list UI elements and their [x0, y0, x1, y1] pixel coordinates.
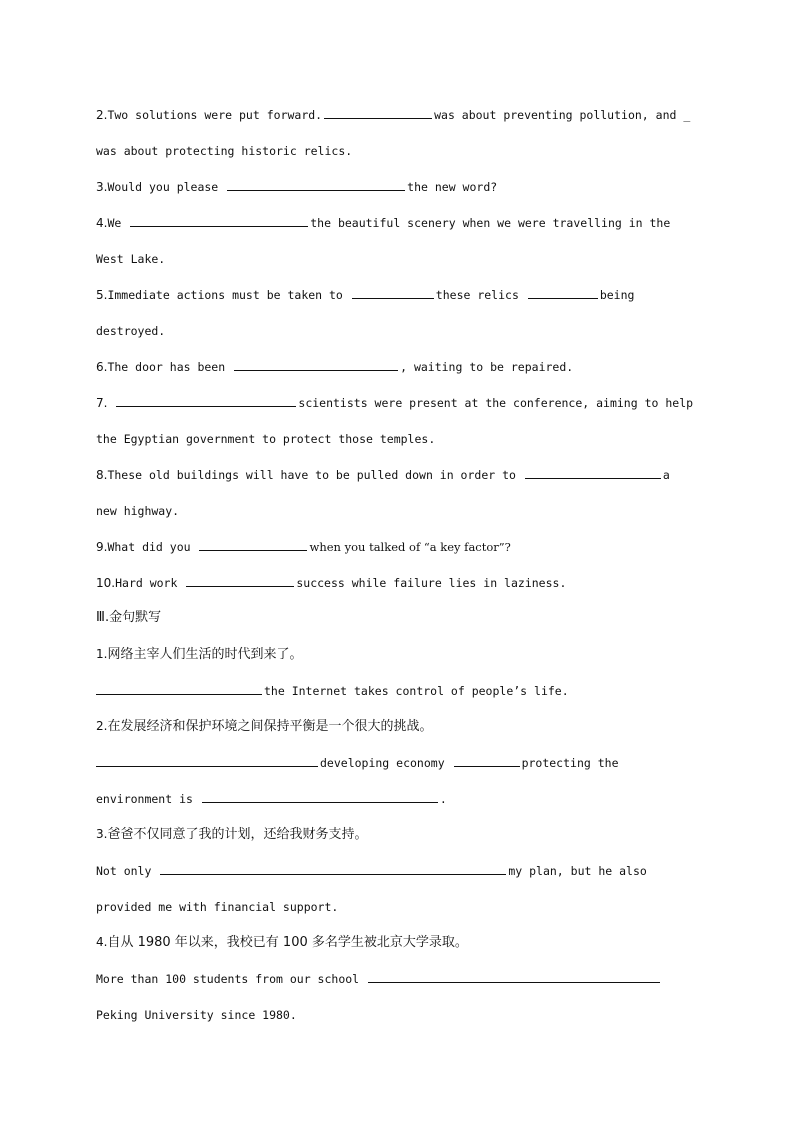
answer-blank[interactable] [352, 285, 434, 299]
answer-blank[interactable] [116, 393, 296, 407]
question-number: 10. [96, 576, 116, 590]
answer-blank[interactable] [96, 753, 318, 767]
chinese-prompt: 爸爸不仅同意了我的计划，还给我财务支持。 [107, 827, 368, 842]
question-text: was about protecting historic relics. [96, 144, 353, 158]
question-number: 8. [96, 468, 108, 482]
sentence-text: environment is [96, 792, 193, 806]
question-9-line-1 [96, 536, 706, 558]
question-text: when you talked of “a key factor”? [309, 540, 511, 554]
question-text: Immediate actions must be taken to [107, 288, 343, 302]
question-text: a [662, 468, 670, 482]
question-text: scientists were present at the conference, aiming to help [298, 396, 694, 410]
question-number: 2. [96, 108, 108, 122]
chinese-prompt: 自从 1980 年以来，我校已有 100 多名学生被北京大学录取。 [107, 935, 468, 950]
question-text: Two solutions were put forward. [107, 108, 323, 122]
question-7-line-2 [96, 428, 706, 450]
question-number: 4. [96, 216, 108, 230]
question-10-line-1 [96, 572, 706, 594]
question-number: 7. [96, 396, 108, 410]
question-text: Hard work [115, 576, 178, 590]
sentence-text: protecting the [521, 756, 619, 770]
sentence-text: . [439, 792, 447, 806]
question-text: destroyed. [96, 324, 166, 338]
answer-blank[interactable] [96, 681, 262, 695]
question-4-line-1 [96, 212, 706, 234]
question-2-line-2 [96, 140, 706, 162]
answer-blank[interactable] [130, 213, 308, 227]
question-text: the Egyptian government to protect those temples. [96, 432, 436, 446]
question-2-line-1 [96, 104, 706, 126]
sentence-text: More than 100 students from our school [96, 972, 360, 986]
sentence-3-chinese [96, 823, 706, 845]
question-8-line-2 [96, 500, 706, 522]
sentence-text: Peking University since 1980. [96, 1008, 297, 1022]
question-text: was about preventing pollution, and _ [434, 108, 691, 122]
question-6-line-1 [96, 356, 706, 378]
sentence-text: Not only [96, 864, 152, 878]
sentence-2-line-1 [96, 752, 706, 774]
sentence-text: provided me with financial support. [96, 900, 339, 914]
question-text: Would you please [107, 180, 219, 194]
question-number: 5. [96, 288, 108, 302]
sentence-4-line-1 [96, 968, 706, 990]
sentence-4-line-2 [96, 1004, 706, 1026]
sentence-4-chinese [96, 931, 706, 953]
question-5-line-2 [96, 320, 706, 342]
sentence-3-line-1 [96, 860, 706, 882]
sentence-number: 1. [96, 647, 108, 661]
question-text: West Lake. [96, 252, 166, 266]
question-3-line-1 [96, 176, 706, 198]
question-8-line-1 [96, 464, 706, 486]
question-text: being [599, 288, 635, 302]
question-text: We [107, 216, 122, 230]
question-number: 9. [96, 540, 108, 554]
sentence-1-line-1 [96, 680, 706, 702]
answer-blank[interactable] [227, 177, 405, 191]
question-text: These old buildings will have to be pulled down in order to [107, 468, 516, 482]
sentence-text: my plan, but he also [508, 864, 647, 878]
sentence-2-chinese [96, 715, 706, 737]
question-number: 3. [96, 180, 108, 194]
answer-blank[interactable] [160, 861, 506, 875]
sentence-number: 2. [96, 719, 108, 733]
answer-blank[interactable] [186, 573, 294, 587]
section-heading: Ⅲ.金句默写 [96, 610, 162, 625]
sentence-1-chinese [96, 643, 706, 665]
question-text: new highway. [96, 504, 180, 518]
sentence-text: the Internet takes control of people’s life. [264, 684, 569, 698]
question-5-line-1 [96, 284, 706, 306]
answer-blank[interactable] [199, 537, 307, 551]
answer-blank[interactable] [234, 357, 398, 371]
question-text: these relics [435, 288, 519, 302]
answer-blank[interactable] [324, 105, 432, 119]
question-text: The door has been [107, 360, 226, 374]
question-text: the beautiful scenery when we were travelling in the [310, 216, 671, 230]
question-4-line-2 [96, 248, 706, 270]
answer-blank[interactable] [202, 789, 438, 803]
sentence-number: 3. [96, 827, 108, 841]
question-text: What did you [107, 540, 191, 554]
question-text: , waiting to be repaired. [400, 360, 574, 374]
answer-blank[interactable] [454, 753, 520, 767]
question-7-line-1 [96, 392, 706, 414]
question-text: the new word? [407, 180, 498, 194]
sentence-text: developing economy [320, 756, 445, 770]
answer-blank[interactable] [528, 285, 598, 299]
chinese-prompt: 网络主宰人们生活的时代到来了。 [107, 647, 303, 662]
chinese-prompt: 在发展经济和保护环境之间保持平衡是一个很大的挑战。 [107, 719, 433, 734]
answer-blank[interactable] [368, 969, 660, 983]
question-text: success while failure lies in laziness. [296, 576, 567, 590]
sentence-2-line-2 [96, 788, 706, 810]
question-number: 6. [96, 360, 108, 374]
sentence-number: 4. [96, 935, 108, 949]
answer-blank[interactable] [525, 465, 661, 479]
sentence-3-line-2 [96, 896, 706, 918]
